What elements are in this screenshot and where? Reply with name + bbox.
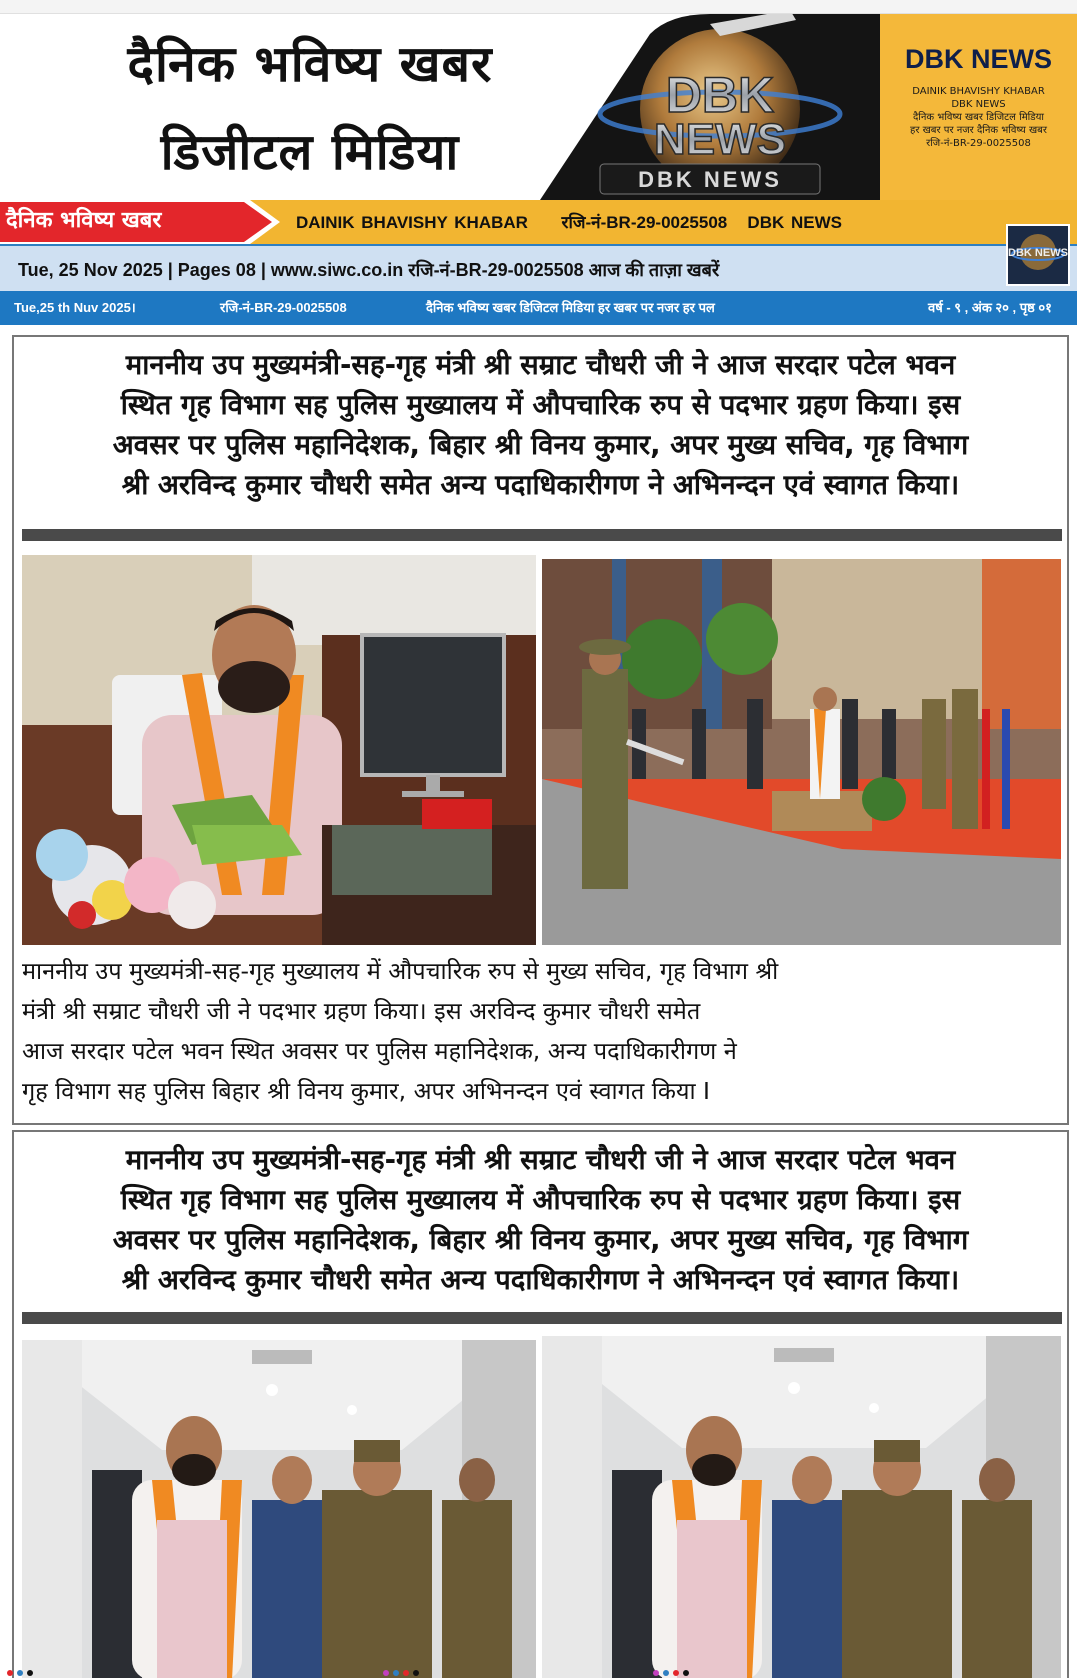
headline-line: श्री अरविन्द कुमार चौधरी समेत अन्य पदाधिकारीगण ने अभिनन्दन एवं स्वागत किया। (121, 469, 960, 501)
article-2-headline (28, 1140, 1053, 1300)
dbk-news-logo (540, 14, 900, 200)
small-dbk-logo (1006, 224, 1070, 286)
photo-guard-of-honour (542, 559, 1061, 945)
body-line: आज सरदार पटेल भवन स्थित अवसर पर पुलिस महानिदेशक, अन्य पदाधिकारीगण ने (22, 1037, 737, 1065)
issue-tagline: दैनिक भविष्य खबर डिजिटल मिडिया हर खबर पर नजर हर पल (426, 300, 715, 315)
ribbon-english-text: DAINIK BHAVISHY KHABAR रजि-नं-BR-29-0025508 DBK NEWS (296, 213, 842, 232)
title-line-1: दैनिक भविष्य खबर (127, 35, 493, 93)
photo-corridor-left (22, 1340, 536, 1678)
title-line-2: डिजीटल मिडिया (160, 123, 460, 181)
headline-line: माननीय उप मुख्यमंत्री-सह-गृह मंत्री श्री सम्राट चौधरी जी ने आज सरदार पटेल भवन (125, 349, 956, 381)
photo-office (22, 555, 536, 945)
headline-line: स्थित गृह विभाग सह पुलिस मुख्यालय में औपचारिक रुप से पदभार ग्रहण किया। इस (120, 1184, 961, 1216)
brand-line-4: हर खबर पर नजर दैनिक भविष्य खबर (910, 125, 1047, 136)
ribbon-hindi-label: दैनिक भविष्य खबर (6, 208, 162, 233)
headline-line: स्थित गृह विभाग सह पुलिस मुख्यालय में औपचारिक रुप से पदभार ग्रहण किया। इस (120, 389, 961, 421)
headline-line: श्री अरविन्द कुमार चौधरी समेत अन्य पदाधिकारीगण ने अभिनन्दन एवं स्वागत किया। (121, 1264, 960, 1296)
body-line: माननीय उप मुख्यमंत्री-सह-गृह मुख्यालय में औपचारिक रुप से मुख्य सचिव, गृह विभाग श्री (22, 957, 779, 985)
globe-logo-icon (540, 14, 900, 200)
issue-date: Tue,25 th Nuv 2025। (14, 300, 136, 315)
article-1-headline (28, 345, 1053, 505)
issue-number: वर्ष - ९ , अंक २० , पृष्ठ ०१ (928, 300, 1052, 315)
article-1 (12, 335, 1069, 1125)
small-logo-text: DBK NEWS (1008, 247, 1068, 259)
brand-line-1: DAINIK BHAVISHY KHABAR (912, 86, 1045, 97)
headline-line: अवसर पर पुलिस महानिदेशक, बिहार श्री विनय कुमार, अपर मुख्य सचिव, गृह विभाग (112, 429, 969, 461)
headline-rule (22, 529, 1062, 541)
brand-panel (880, 14, 1077, 200)
newspaper-title (40, 20, 580, 196)
article-1-body (22, 951, 1062, 1111)
date-bar-text: Tue, 25 Nov 2025 | Pages 08 | www.siwc.co.in रजि-नं-BR-29-0025508 आज की ताज़ा खबरें (18, 260, 720, 280)
footer-dots (0, 1668, 1077, 1678)
logo-text-news: NEWS (654, 115, 786, 164)
logo-text-dbk: DBK (665, 67, 775, 123)
body-line: मंत्री श्री सम्राट चौधरी जी ने पदभार ग्रहण किया। इस अरविन्द कुमार चौधरी समेत (22, 997, 701, 1025)
photo-corridor-right (542, 1336, 1061, 1678)
headline-line: अवसर पर पुलिस महानिदेशक, बिहार श्री विनय कुमार, अपर मुख्य सचिव, गृह विभाग (112, 1224, 969, 1256)
brand-line-5: रजि-नं-BR-29-0025508 (926, 138, 1031, 149)
issue-registration: रजि-नं-BR-29-0025508 (220, 300, 347, 315)
small-globe-icon (1008, 226, 1068, 284)
brand-title: DBK NEWS (905, 44, 1052, 74)
headline-rule (22, 1312, 1062, 1324)
masthead (0, 0, 1077, 200)
top-strip (0, 0, 1077, 14)
brand-line-3: दैनिक भविष्य खबर डिजिटल मिडिया (912, 112, 1045, 123)
article-2 (12, 1130, 1069, 1678)
body-line: गृह विभाग सह पुलिस बिहार श्री विनय कुमार, अपर अभिनन्दन एवं स्वागत किया I (22, 1077, 710, 1105)
logo-caption: DBK NEWS (638, 167, 782, 192)
brand-line-2: DBK NEWS (951, 99, 1006, 110)
headline-line: माननीय उप मुख्यमंत्री-सह-गृह मंत्री श्री सम्राट चौधरी जी ने आज सरदार पटेल भवन (125, 1144, 956, 1176)
